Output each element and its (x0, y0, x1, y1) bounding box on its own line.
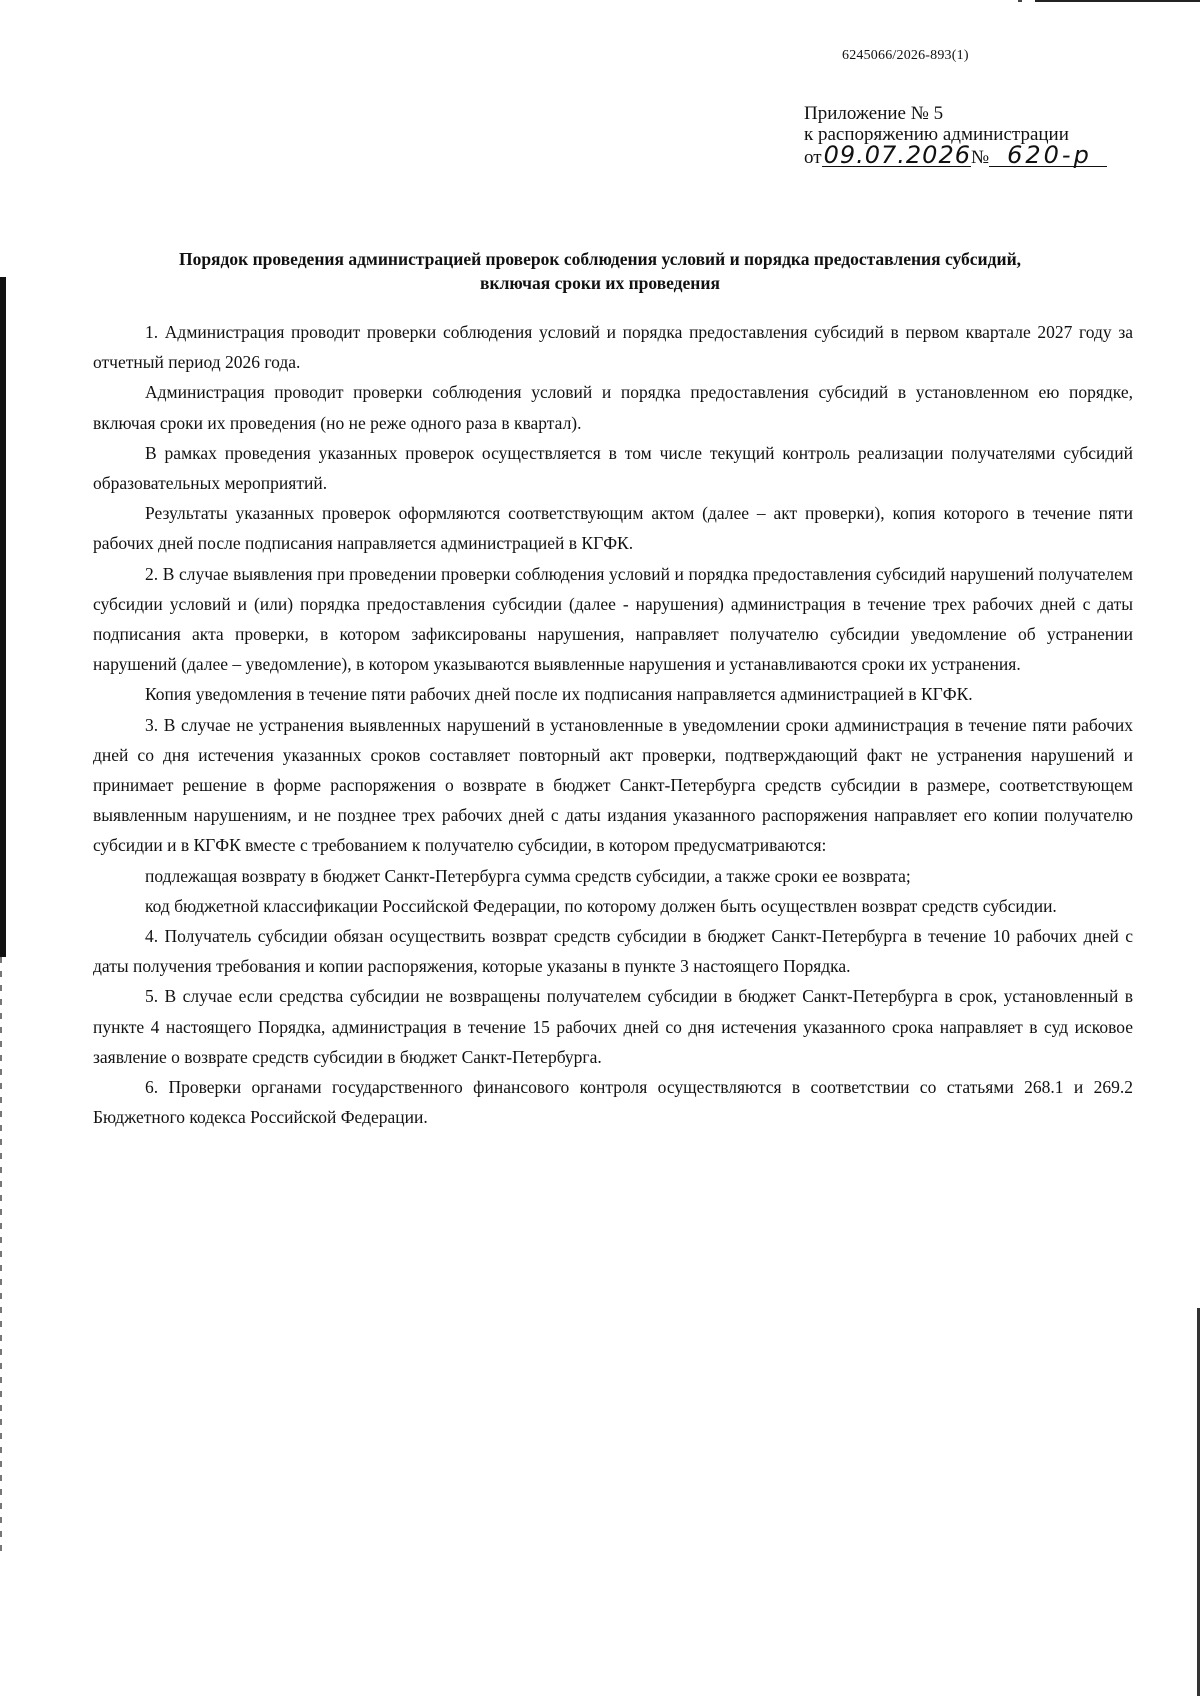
paragraph: 3. В случае не устранения выявленных нарушений в установленные в уведомлении сроки администрация в течение пяти рабочих дней со дня истечения указанных сроков составляет повторный акт проверки, подтверждающий факт не устранения нарушений и принимает решение в форме распоряжения о возврате в бюджет Санкт-Петербурга средств субсидии в размере, соответствующем выявленным нарушениям, и не позднее трех рабочих дней с даты издания указанного распоряжения направляет его копии получателю субсидии и в КГФК вместе с требованием к получателю субсидии, в котором предусматриваются: (93, 714, 1133, 856)
scan-artifact-top-line (1035, 0, 1200, 2)
paragraph: 1. Администрация проводит проверки соблюдения условий и порядка предоставления субсидий в первом квартале 2027 году за отчетный период 2026 года. (93, 322, 1133, 373)
handwritten-date: 09.07.2026 (823, 141, 971, 169)
document-title (100, 247, 1100, 295)
paragraph: 4. Получатель субсидии обязан осуществить возврат средств субсидии в бюджет Санкт-Петербурга в течение 10 рабочих дней с даты получения требования и копии распоряжения, которые указаны в пункте 3 настоящего Порядка. (93, 926, 1133, 977)
handwritten-number: 620-р (989, 145, 1107, 167)
paragraph: Результаты указанных проверок оформляются соответствующим актом (далее – акт проверки), копия которого в течение пяти рабочих дней после подписания направляется администрацией в КГФК. (93, 503, 1133, 554)
paragraph: 5. В случае если средства субсидии не возвращены получателем субсидии в бюджет Санкт-Петербурга в срок, установленный в пункте 4 настоящего Порядка, администрация в течение 15 рабочих дней со дня истечения указанного срока направляет в суд исковое заявление о возврате средств субсидии в бюджет Санкт-Петербурга. (93, 986, 1133, 1067)
paragraph: код бюджетной классификации Российской Федерации, по которому должен быть осуществлен возврат средств субсидии. (145, 895, 1057, 916)
title-line-2: включая сроки их проведения (480, 273, 720, 293)
number-sign: № (970, 147, 990, 168)
paragraph: Копия уведомления в течение пяти рабочих дней после их подписания направляется администрацией в КГФК. (145, 684, 973, 705)
paragraph: Администрация проводит проверки соблюдения условий и порядка предоставления субсидий в установленном ею порядке, включая сроки их проведения (но не реже одного раза в квартал). (93, 382, 1133, 433)
paragraph: подлежащая возврату в бюджет Санкт-Петербурга сумма средств субсидии, а также сроки ее возврата; (145, 865, 911, 886)
paragraph: 2. В случае выявления при проведении проверки соблюдения условий и порядка предоставления субсидий нарушений получателем субсидии условий и (или) порядка предоставления субсидии (далее - нарушения) администрация в течение трех рабочих дней с даты подписания акта проверки, в котором зафиксированы нарушения, направляет получателю субсидии уведомление об устранении нарушений (далее – уведомление), в котором указываются выявленные нарушения и устанавливаются сроки их устранения. (93, 563, 1133, 675)
title-line-1: Порядок проведения администрацией проверок соблюдения условий и порядка предоставления субсидий, (178, 249, 1022, 269)
paragraph: В рамках проведения указанных проверок осуществляется в том числе текущий контроль реализации получателями субсидий образовательных мероприятий. (93, 442, 1133, 494)
appendix-subtitle: к распоряжению администрации (804, 124, 1069, 145)
appendix-block (804, 103, 1107, 171)
scan-artifact-left-edge-faint (0, 957, 2, 1557)
document-body (93, 317, 1133, 1132)
date-prefix: от (804, 147, 822, 168)
paragraph: 6. Проверки органами государственного финансового контроля осуществляются в соответствии со статьями 268.1 и 269.2 Бюджетного кодекса Российской Федерации. (93, 1077, 1133, 1128)
scan-artifact-top-tick (1018, 0, 1022, 2)
appendix-title: Приложение № 5 (804, 103, 944, 124)
appendix-date-number-line (804, 141, 1107, 171)
document-code: 6245066/2026-893(1) (842, 48, 969, 63)
scan-artifact-left-edge (0, 277, 6, 957)
